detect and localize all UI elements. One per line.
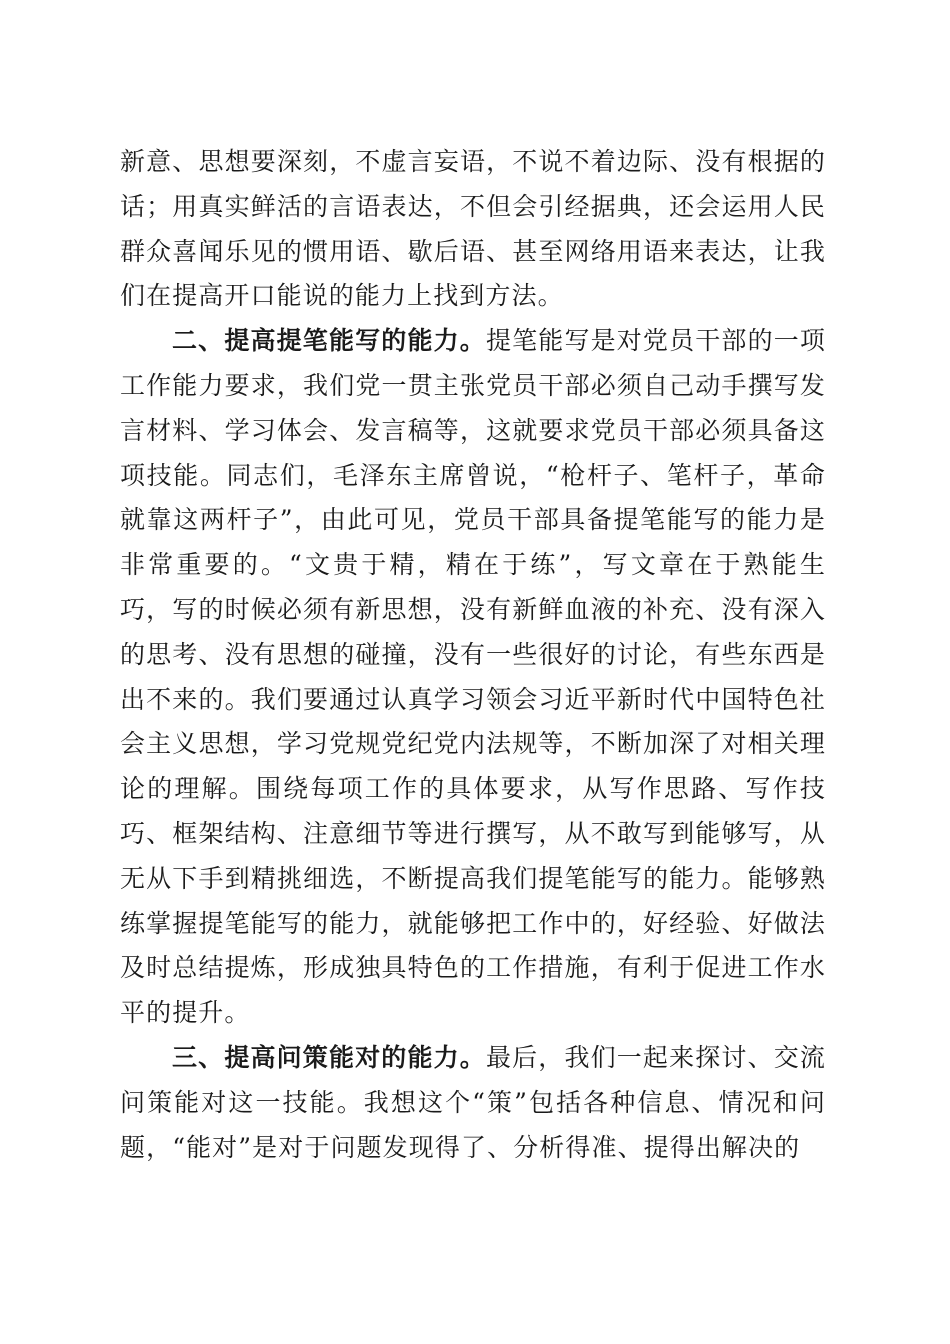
document-body	[120, 140, 826, 1170]
paragraph-continuation	[120, 140, 826, 319]
paragraph-section-three	[120, 1036, 826, 1170]
section-heading: 二、提高提笔能写的能力。	[172, 326, 486, 356]
paragraph-text: 提笔能写是对党员干部的一项工作能力要求，我们党一贯主张党员干部必须自己动手撰写发言材料、学习体会、发言稿等，这就要求党员干部必须具备这项技能。同志们，毛泽东主席曾说，“枪杆子、笔杆子，革命就靠这两杆子”，由此可见，党员干部具备提笔能写的能力是非常重要的。“文贵于精，精在于练”，写文章在于熟能生巧，写的时候必须有新思想，没有新鲜血液的补充、没有深入的思考、没有思想的碰撞，没有一些很好的讨论，有些东西是出不来的。我们要通过认真学习领会习近平新时代中国特色社会主义思想，学习党规党纪党内法规等，不断加深了对相关理论的理解。围绕每项工作的具体要求，从写作思路、写作技巧、框架结构、注意细节等进行撰写，从不敢写到能够写，从无从下手到精挑细选，不断提高我们提笔能写的能力。能够熟练掌握提笔能写的能力，就能够把工作中的，好经验、好做法及时总结提炼，形成独具特色的工作措施，有利于促进工作水平的提升。	[120, 326, 826, 1028]
paragraph-section-two	[120, 319, 826, 1036]
section-heading: 三、提高问策能对的能力。	[172, 1042, 486, 1072]
paragraph-text: 最后，我们一起来探讨、交流问策能对这一技能。我想这个“策”包括各种信息、情况和问题，“能对”是对于问题发现得了、分析得准、提得出解决的	[120, 1042, 826, 1162]
paragraph-text: 新意、思想要深刻，不虚言妄语，不说不着边际、没有根据的话；用真实鲜活的言语表达，不但会引经据典，还会运用人民群众喜闻乐见的惯用语、歇后语、甚至网络用语来表达，让我们在提高开口能说的能力上找到方法。	[120, 147, 826, 311]
